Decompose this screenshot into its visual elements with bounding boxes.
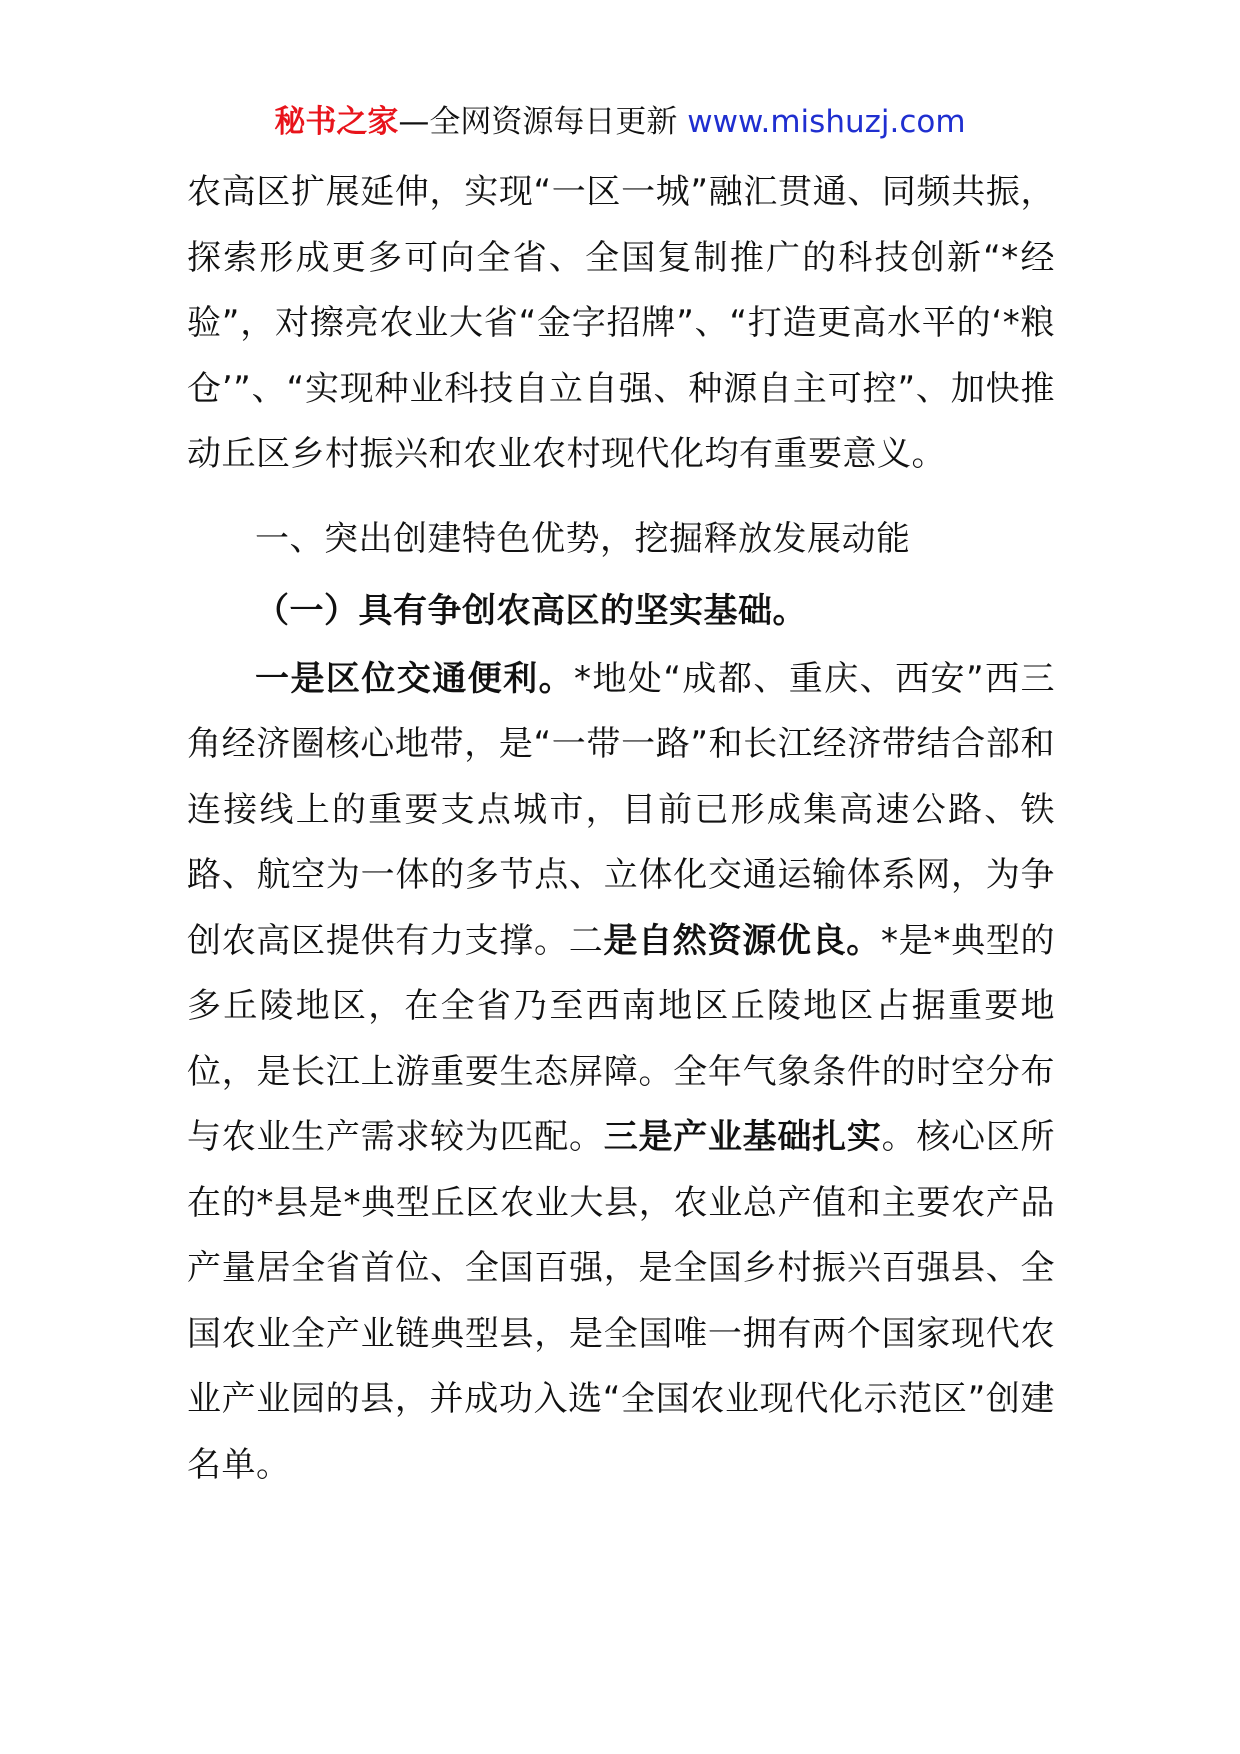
paragraph-foundation	[187, 647, 1055, 1499]
point-two-text: *是*典型的多丘陵地区，在全省乃至西南地区丘陵地区占据重要地位，是长江上游重要生态屏障。全年气象条件的时空分布与农业生产需求较为匹配。	[187, 920, 1056, 1157]
paragraph-intro-continuation: 农高区扩展延伸，实现“一区一城”融汇贯通、同频共振，探索形成更多可向全省、全国复制推广的科技创新“*经验”，对擦亮农业大省“金字招牌”、“打造更高水平的‘*粮仓’”、“实现种业科技自立自强、种源自主可控”、加快推动丘区乡村振兴和农业农村现代化均有重要意义。	[187, 172, 1055, 474]
point-one-text: *地处“成都、重庆、西安”西三角经济圈核心地带，是“一带一路”和长江经济带结合部和连接线上的重要支点城市，目前已形成集高速公路、铁路、航空为一体的多节点、立体化交通运输体系网，为争创农高区提供有力支撑。二	[187, 658, 1056, 961]
point-two-lead: 是自然资源优良。	[603, 920, 882, 961]
page-header	[0, 100, 1240, 144]
header-slogan: —全网资源每日更新	[398, 104, 688, 140]
section-heading: 一、突出创建特色优势，挖掘释放发展动能	[255, 518, 911, 559]
point-three-text: 。核心区所在的*县是*典型丘区农业大县，农业总产值和主要农产品产量居全省首位、全国百强，是全国乡村振兴百强县、全国农业全产业链典型县，是全国唯一拥有两个国家现代农业产业园的县，并成功入选“全国农业现代化示范区”创建名单。	[187, 1117, 1056, 1485]
site-url-link[interactable]: www.mishuzj.com	[687, 104, 966, 140]
brand-name: 秘书之家	[274, 104, 399, 140]
document-body	[187, 160, 1055, 1498]
point-three-lead: 三是产业基础扎实	[603, 1117, 882, 1157]
subsection-heading: （一）具有争创农高区的坚实基础。	[255, 590, 807, 631]
point-one-lead: 一是区位交通便利。	[255, 658, 575, 699]
